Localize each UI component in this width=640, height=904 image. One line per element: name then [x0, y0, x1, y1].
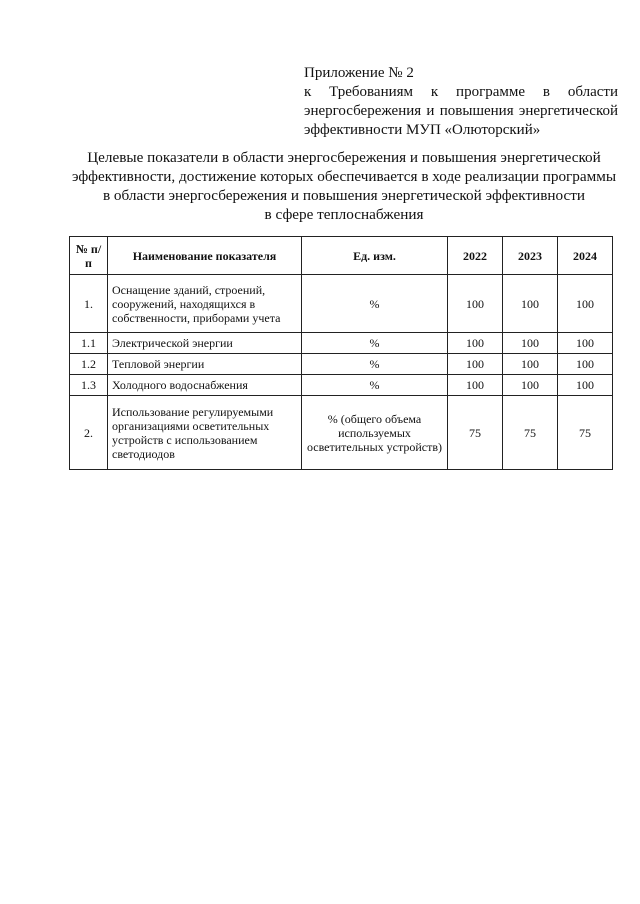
value-2024: 100: [558, 375, 613, 396]
table-row: [70, 354, 613, 375]
header-year-2024: 2024: [558, 237, 613, 275]
value-2022: 100: [448, 333, 503, 354]
appendix-reference-line: к Требованиям к программе в области: [304, 84, 618, 100]
header-year-2022: 2022: [448, 237, 503, 275]
title-line: в области энергосбережения и повышения энергетической эффективности: [102, 187, 586, 204]
row-number: 1.: [70, 275, 108, 333]
unit: %: [302, 275, 448, 333]
table-row: [70, 333, 613, 354]
indicator-name: Электрической энергии: [108, 333, 302, 354]
value-2023: 75: [503, 396, 558, 470]
header-number: № п/п: [70, 237, 108, 275]
document-title: [64, 148, 624, 224]
row-number: 1.2: [70, 354, 108, 375]
title-line: в сфере теплоснабжения: [264, 206, 424, 223]
appendix-header: [304, 64, 618, 140]
header-unit: Ед. изм.: [302, 237, 448, 275]
table-row: [70, 375, 613, 396]
unit: %: [302, 375, 448, 396]
row-number: 1.1: [70, 333, 108, 354]
value-2022: 100: [448, 275, 503, 333]
value-2024: 100: [558, 354, 613, 375]
appendix-reference-line: эффективности МУП «Олюторский»: [304, 122, 541, 138]
value-2024: 100: [558, 333, 613, 354]
title-line: Целевые показатели в области энергосбережения и повышения энергетической: [87, 149, 601, 166]
indicator-name: Холодного водоснабжения: [108, 375, 302, 396]
header-year-2023: 2023: [503, 237, 558, 275]
appendix-number: Приложение № 2: [304, 65, 414, 81]
row-number: 1.3: [70, 375, 108, 396]
value-2023: 100: [503, 354, 558, 375]
value-2022: 75: [448, 396, 503, 470]
title-line: эффективности, достижение которых обеспечивается в ходе реализации программы: [71, 168, 617, 185]
indicator-name: Использование регулируемыми организациями осветительных устройств с использованием светодиодов: [108, 396, 302, 470]
value-2023: 100: [503, 333, 558, 354]
table-header-row: [70, 237, 613, 275]
value-2024: 100: [558, 275, 613, 333]
table-row: [70, 275, 613, 333]
value-2022: 100: [448, 354, 503, 375]
row-number: 2.: [70, 396, 108, 470]
value-2023: 100: [503, 375, 558, 396]
unit: %: [302, 333, 448, 354]
value-2022: 100: [448, 375, 503, 396]
table-row: [70, 396, 613, 470]
unit: %: [302, 354, 448, 375]
value-2024: 75: [558, 396, 613, 470]
indicator-name: Тепловой энергии: [108, 354, 302, 375]
value-2023: 100: [503, 275, 558, 333]
unit: % (общего объема используемых осветительных устройств): [302, 396, 448, 470]
indicator-name: Оснащение зданий, строений, сооружений, находящихся в собственности, приборами учета: [108, 275, 302, 333]
appendix-reference-line: энергосбережения и повышения энергетической: [304, 103, 618, 119]
target-indicators-table: [69, 236, 613, 470]
header-indicator-name: Наименование показателя: [108, 237, 302, 275]
